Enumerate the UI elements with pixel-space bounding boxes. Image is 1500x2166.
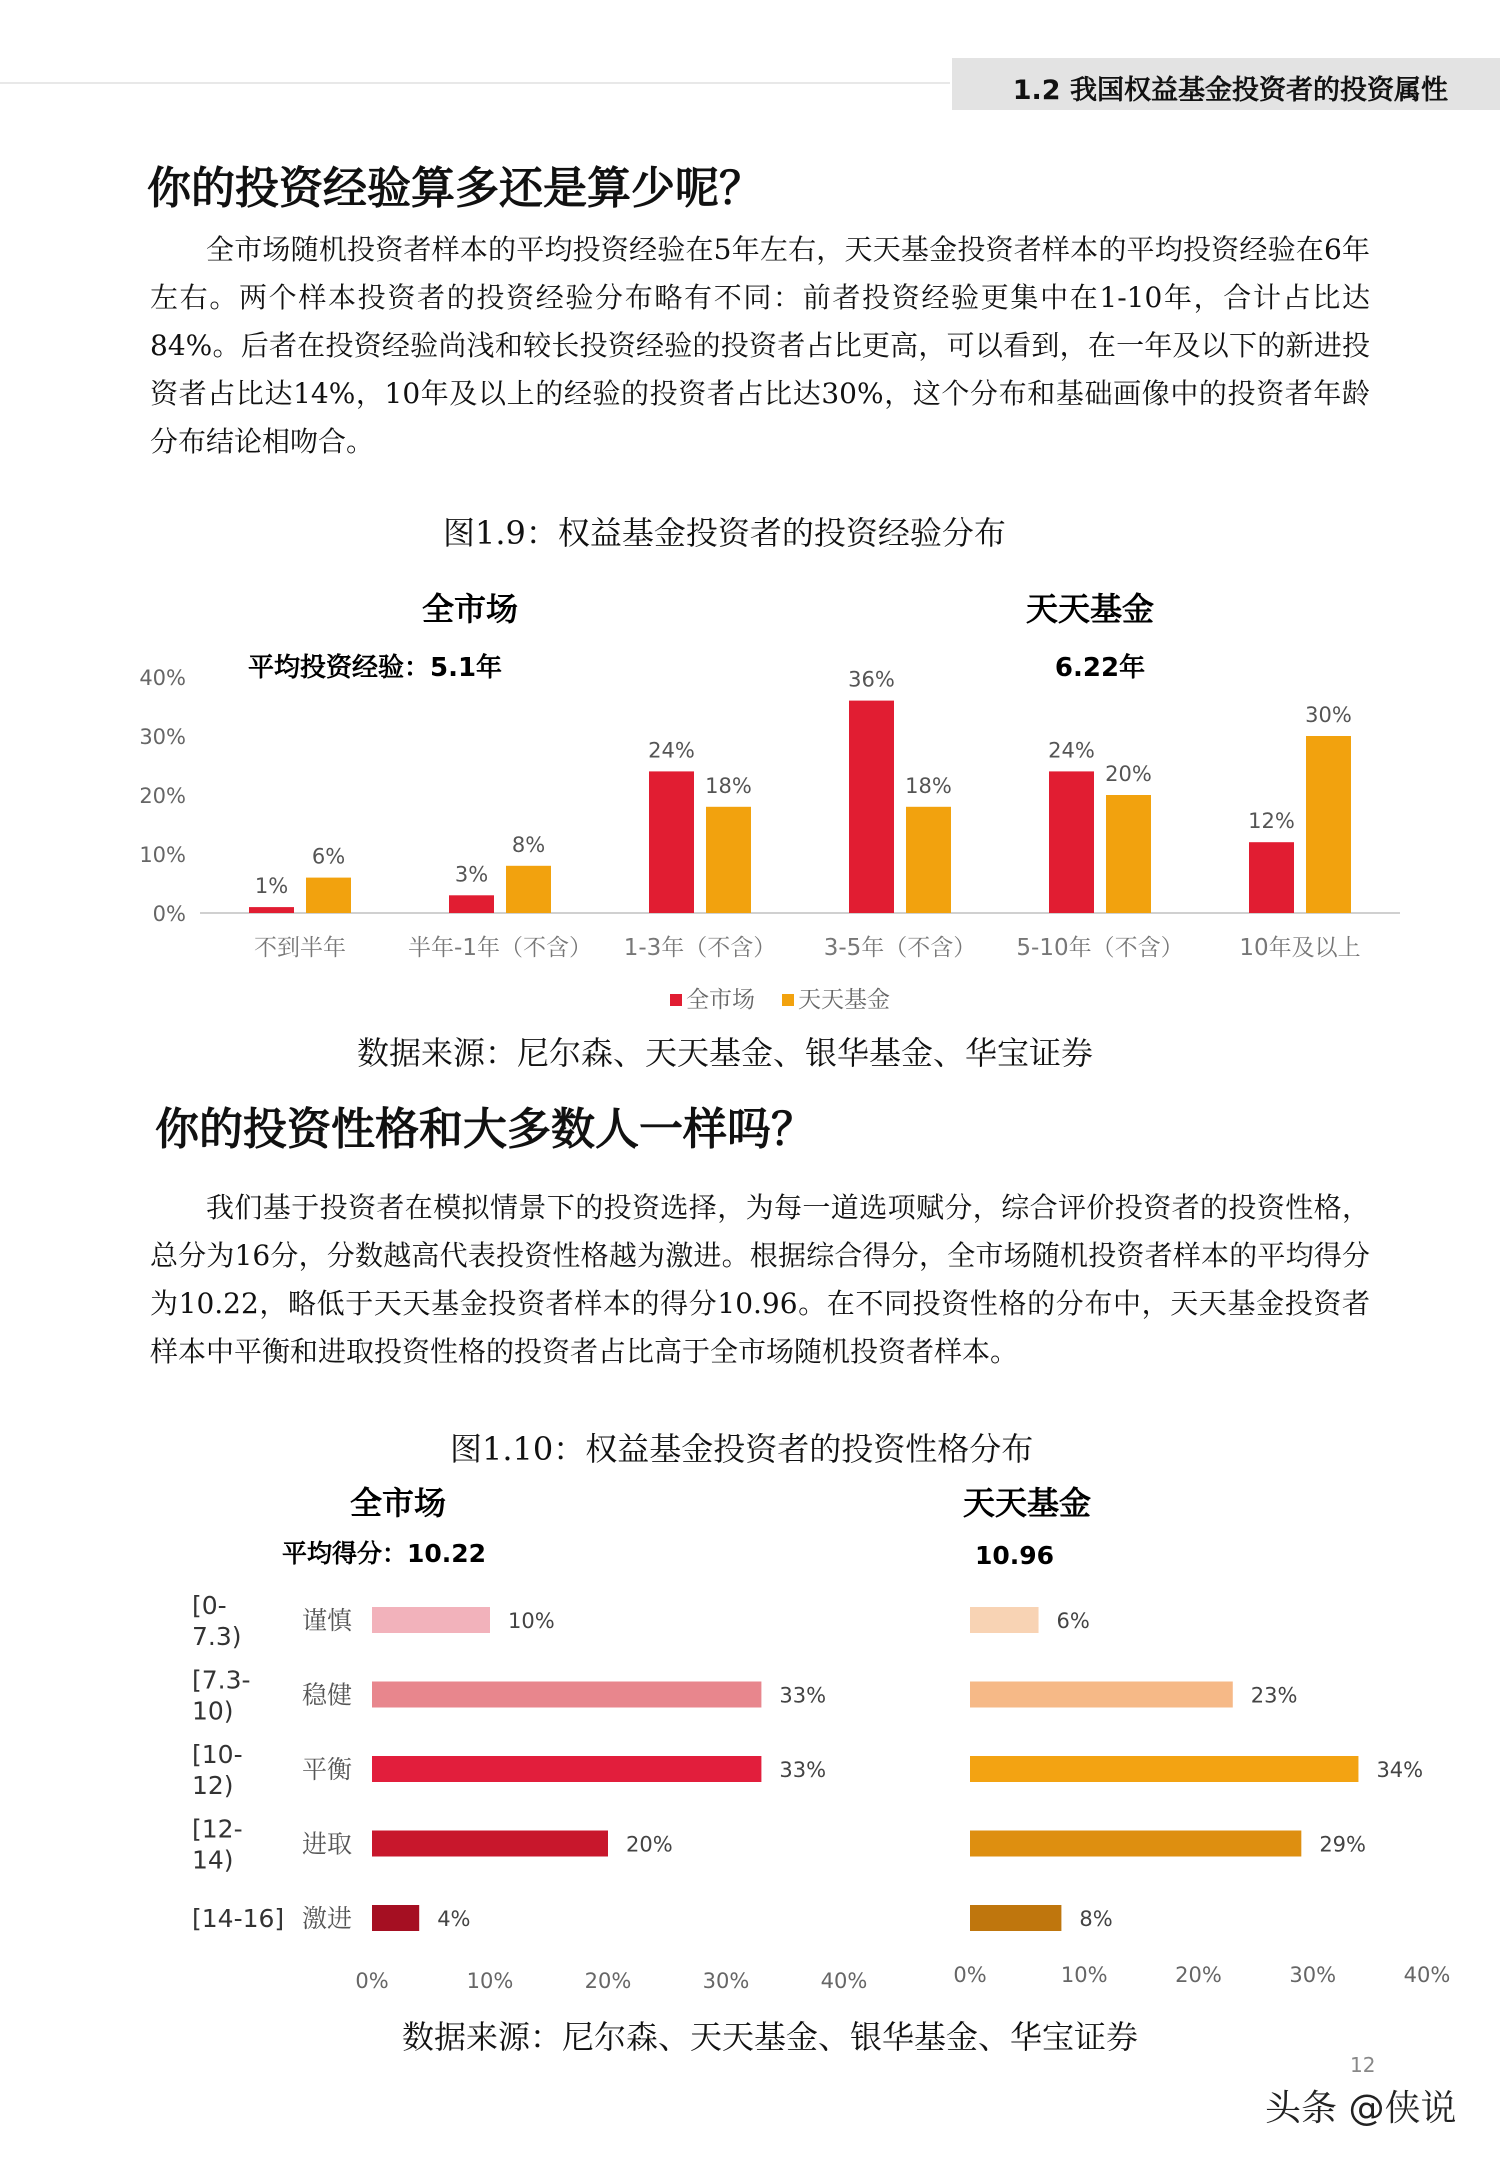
chart1-data-label: 6% [311, 844, 346, 869]
chart2-data-label: 10% [508, 1609, 555, 1633]
chart1-bar-market [449, 895, 494, 913]
chart1-ytick: 0% [152, 902, 186, 926]
section2-paragraph: 我们基于投资者在模拟情景下的投资选择，为每一道选项赋分，综合评价投资者的投资性格，总分为16分，分数越高代表投资性格越为激进。根据综合得分，全市场随机投资者样本的平均得分为10.22，略低于天天基金投资者样本的得分10.96。在不同投资性格的分布中，天天基金投资者样本中平衡和进取投资性格的投资者占比高于全市场随机投资者样本。 [150, 1191, 1370, 1368]
chart1-bar-tiantian [906, 807, 951, 913]
chart1-data-label: 12% [1248, 809, 1295, 834]
chart2-category: [12-14) [192, 1814, 243, 1875]
chart2-xtick: 30% [1289, 1963, 1337, 1987]
experience-chart [0, 570, 1500, 1030]
chart2-title-left: 全市场 [349, 1484, 447, 1522]
chart1-category-label: 半年-1年（不含） [408, 935, 592, 961]
chart2-style-label: 激进 [301, 1904, 352, 1933]
chart2-category: [0-7.3) [192, 1591, 242, 1651]
section2-heading: 你的投资性格和大多数人一样吗？ [155, 1104, 815, 1155]
chart1-data-label: 30% [1305, 703, 1352, 727]
chart1-bar-tiantian [1306, 736, 1351, 913]
chart1-data-label: 24% [1048, 738, 1095, 763]
chart1-legend-label: 全市场 [686, 987, 755, 1013]
chart2-category: [7.3-10) [192, 1665, 251, 1726]
chart2-style-label: 进取 [301, 1829, 352, 1859]
chart1-data-label: 20% [1105, 762, 1152, 786]
chart2-style-label: 平衡 [301, 1755, 352, 1784]
chart1-data-label: 36% [848, 667, 895, 692]
figure-1-10-source: 数据来源：尼尔森、天天基金、银华基金、华宝证券 [402, 2018, 1139, 2056]
chart1-category-label: 1-3年（不含） [623, 935, 777, 961]
chart2-category: [14-16] [192, 1904, 285, 1933]
chart2-data-label: 29% [1319, 1832, 1367, 1857]
chart2-xtick: 40% [1403, 1963, 1451, 1987]
chart1-category-label: 10年及以上 [1239, 935, 1361, 961]
chart1-subtitle-right: 6.22年 [1054, 653, 1146, 683]
chart2-data-label: 34% [1376, 1758, 1424, 1782]
chart2-data-label: 33% [779, 1758, 827, 1782]
figure-1-10-title: 图1.10：权益基金投资者的投资性格分布 [450, 1430, 1034, 1468]
chart1-bar-market [849, 701, 894, 913]
chart1-category-label: 5-10年（不含） [1016, 935, 1184, 961]
chart1-bar-market [1049, 771, 1094, 913]
chart1-bar-market [1249, 842, 1294, 913]
chart2-data-label: 20% [626, 1832, 673, 1857]
chart2-style-label: 稳健 [301, 1680, 352, 1710]
chart1-bar-market [649, 771, 694, 913]
chart2-title-right: 天天基金 [962, 1484, 1092, 1522]
chart1-ytick: 20% [139, 784, 186, 808]
chart2-bar-tiantian [970, 1905, 1061, 1931]
chart2-xtick: 20% [1175, 1963, 1222, 1987]
chart1-bar-tiantian [1106, 795, 1151, 913]
chart1-data-label: 24% [648, 738, 695, 763]
section-title: 1.2 我国权益基金投资者的投资属性 [1012, 75, 1448, 106]
chart1-data-label: 18% [905, 773, 952, 798]
chart2-bar-market [372, 1607, 490, 1633]
section1-paragraph: 全市场随机投资者样本的平均投资经验在5年左右，天天基金投资者样本的平均投资经验在6年左右。两个样本投资者的投资经验分布略有不同：前者投资经验更集中在1-10年，合计占比达84%。后者在投资经验尚浅和较长投资经验的投资者占比更高，可以看到，在一年及以下的新进投资者占比达14%，10年及以上的经验的投资者占比达30%，这个分布和基础画像中的投资者年龄分布结论相吻合。 [150, 233, 1370, 458]
header-rule [0, 82, 950, 84]
chart2-xtick: 0% [953, 1963, 987, 1987]
figure-1-9-title: 图1.9：权益基金投资者的投资经验分布 [443, 514, 1006, 552]
chart2-xtick: 30% [702, 1969, 750, 1993]
chart2-style-label: 谨慎 [301, 1606, 352, 1635]
chart1-legend-swatch [670, 994, 682, 1006]
chart1-data-label: 3% [454, 862, 489, 887]
chart2-bar-market [372, 1831, 608, 1857]
personality-chart [0, 1470, 1500, 2020]
chart2-subtitle-left: 平均得分：10.22 [282, 1539, 487, 1568]
chart2-data-label: 4% [437, 1907, 471, 1931]
chart1-ytick: 10% [139, 843, 186, 867]
chart1-bar-tiantian [706, 807, 751, 913]
chart2-bar-tiantian [970, 1607, 1039, 1633]
chart2-xtick: 20% [584, 1969, 632, 1993]
chart1-bar-market [249, 907, 294, 913]
chart1-data-label: 1% [254, 874, 289, 899]
chart2-bar-tiantian [970, 1831, 1301, 1857]
section-tab [952, 58, 1500, 110]
chart2-bar-tiantian [970, 1682, 1233, 1708]
chart1-bar-tiantian [306, 878, 351, 913]
chart2-xtick: 10% [1060, 1963, 1108, 1987]
chart2-bar-market [372, 1905, 419, 1931]
chart1-data-label: 8% [511, 832, 546, 857]
figure-1-9-source: 数据来源：尼尔森、天天基金、银华基金、华宝证券 [357, 1034, 1094, 1072]
chart2-data-label: 6% [1056, 1609, 1090, 1633]
chart2-bar-tiantian [970, 1756, 1358, 1782]
chart1-data-label: 18% [705, 773, 752, 798]
chart2-data-label: 8% [1079, 1907, 1113, 1931]
chart1-ytick: 40% [139, 666, 186, 690]
chart2-data-label: 23% [1250, 1683, 1298, 1708]
chart1-title-left: 全市场 [421, 590, 519, 628]
section1-heading: 你的投资经验算多还是算少呢？ [147, 163, 763, 214]
page-number: 12 [1350, 2053, 1376, 2077]
chart1-subtitle-left: 平均投资经验：5.1年 [248, 653, 503, 683]
chart2-xtick: 40% [820, 1969, 868, 1993]
chart1-title-right: 天天基金 [1025, 590, 1155, 628]
watermark: 头条 @侠说 [1265, 2088, 1457, 2129]
chart1-legend-swatch [782, 994, 794, 1006]
chart2-bar-market [372, 1756, 761, 1782]
chart1-ytick: 30% [139, 725, 186, 749]
chart2-xtick: 0% [355, 1969, 389, 1993]
chart2-category: [10-12) [192, 1740, 243, 1800]
chart1-category-label: 3-5年（不含） [823, 935, 977, 961]
chart1-legend-label: 天天基金 [798, 987, 890, 1013]
chart2-data-label: 33% [779, 1683, 827, 1708]
chart2-subtitle-right: 10.96 [975, 1541, 1055, 1570]
chart1-category-label: 不到半年 [254, 935, 346, 961]
chart2-bar-market [372, 1682, 761, 1708]
chart2-xtick: 10% [466, 1969, 514, 1993]
chart1-bar-tiantian [506, 866, 551, 913]
